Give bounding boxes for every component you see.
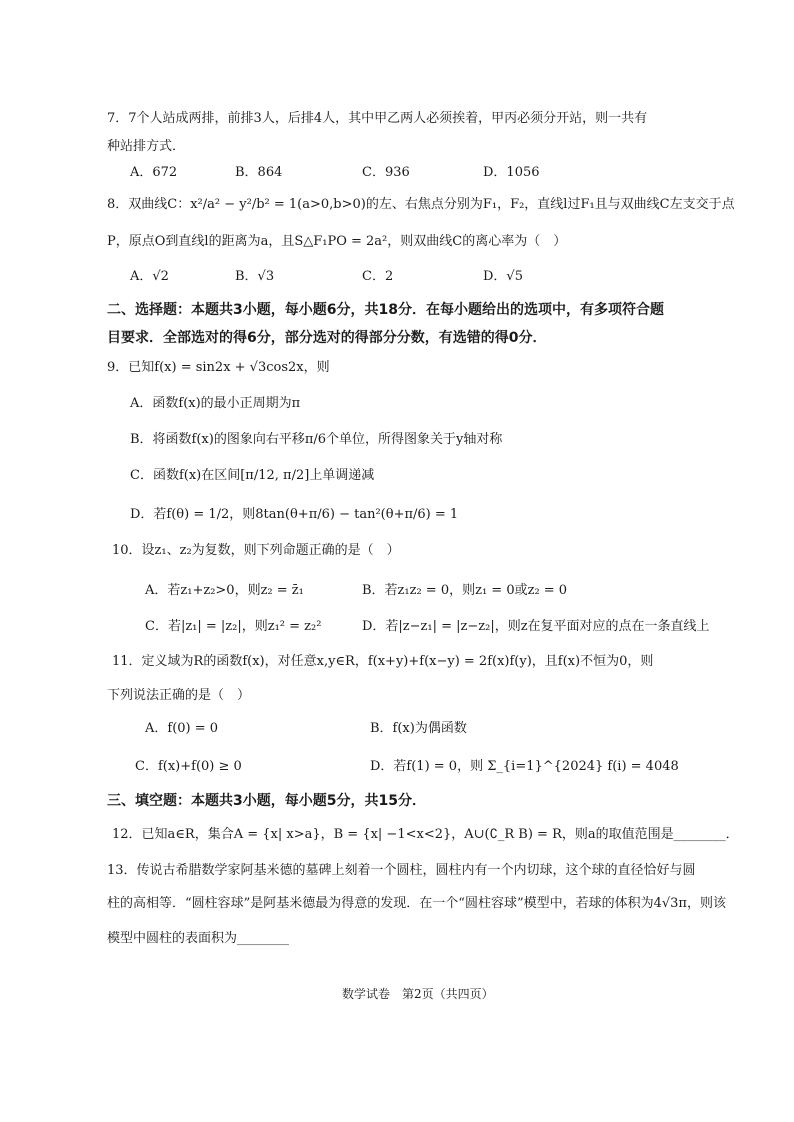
- q8-option-b: B．√3: [235, 269, 275, 284]
- q9-option-c: C．函数f(x)在区间[π/12, π/2]上单调递减: [130, 468, 375, 483]
- section3-heading: 三、填空题：本题共3小题，每小题5分，共15分．: [107, 793, 426, 809]
- q11-option-d: D．若f(1) = 0，则 Σ_{i=1}^{2024} f(i) = 4048: [370, 759, 679, 774]
- q8-option-c: C．2: [362, 269, 394, 284]
- q13-line1: 13．传说古希腊数学家阿基米德的墓碑上刻着一个圆柱，圆柱内有一个内切球，这个球的直径恰好与圆: [107, 863, 696, 878]
- q7-option-a: A．672: [130, 165, 178, 180]
- q9-option-b: B．将函数f(x)的图象向右平移π/6个单位，所得图象关于y轴对称: [130, 432, 503, 447]
- q9-option-d: D．若f(θ) = 1/2，则8tan(θ+π/6) − tan²(θ+π/6) = 1: [130, 507, 459, 522]
- q11-option-a: A．f(0) = 0: [145, 721, 219, 736]
- q11-option-c: C．f(x)+f(0) ≥ 0: [135, 759, 242, 774]
- q9-option-a: A．函数f(x)的最小正周期为π: [130, 396, 301, 411]
- page-footer: 数学试卷 第2页（共四页）: [342, 987, 494, 1001]
- q7-option-c: C．936: [362, 165, 410, 180]
- q10-stem: 10．设z₁、z₂为复数，则下列命题正确的是（ ）: [112, 543, 400, 558]
- q10-option-d: D．若|z−z₁| = |z−z₂|，则z在复平面对应的点在一条直线上: [362, 619, 710, 634]
- q13-line3: 模型中圆柱的表面积为________: [107, 931, 290, 946]
- section2-heading: 二、选择题：本题共3小题，每小题6分，共18分．在每小题给出的选项中，有多项符合题: [107, 302, 664, 318]
- section2-instructions: 目要求．全部选对的得6分，部分选对的得部分分数，有选错的得0分．: [107, 330, 547, 346]
- q7-option-b: B．864: [235, 165, 283, 180]
- q10-option-c: C．若|z₁| = |z₂|，则z₁² = z₂²: [145, 619, 322, 634]
- q10-option-b: B．若z₁z₂ = 0，则z₁ = 0或z₂ = 0: [362, 583, 568, 598]
- q12: 12．已知a∈R，集合A = {x| x>a}，B = {x| −1<x<2}，A∪(∁_R B) = R，则a的取值范围是________．: [112, 827, 739, 842]
- q11-option-b: B．f(x)为偶函数: [370, 721, 467, 736]
- q13-line2: 柱的高相等．“圆柱容球”是阿基米德最为得意的发现．在一个“圆柱容球”模型中，若球的体积为4√3π，则该: [107, 896, 726, 911]
- q10-option-a: A．若z₁+z₂>0，则z₂ = z̄₁: [145, 583, 304, 598]
- q8-option-d: D．√5: [483, 269, 523, 284]
- q11-line2: 下列说法正确的是（ ）: [107, 688, 251, 703]
- q8-line2: P，原点O到直线l的距离为a，且S△F₁PO = 2a²，则双曲线C的离心率为（ ）: [107, 234, 567, 249]
- q7-line1: 7．7个人站成两排，前排3人，后排4人，其中甲乙两人必须挨着，甲丙必须分开站，则一共有: [107, 111, 648, 126]
- q9-stem: 9．已知f(x) = sin2x + √3cos2x，则: [107, 360, 330, 375]
- q8-line1: 8．双曲线C：x²/a² − y²/b² = 1(a>0,b>0)的左、右焦点分别为F₁，F₂，直线l过F₁且与双曲线C左支交于点: [107, 197, 735, 212]
- q11-line1: 11．定义域为R的函数f(x)，对任意x,y∈R，f(x+y)+f(x−y) = 2f(x)f(y)，且f(x)不恒为0，则: [112, 654, 654, 669]
- q7-option-d: D．1056: [483, 165, 540, 180]
- q7-line2: 种站排方式．: [107, 139, 186, 154]
- q8-option-a: A．√2: [130, 269, 169, 284]
